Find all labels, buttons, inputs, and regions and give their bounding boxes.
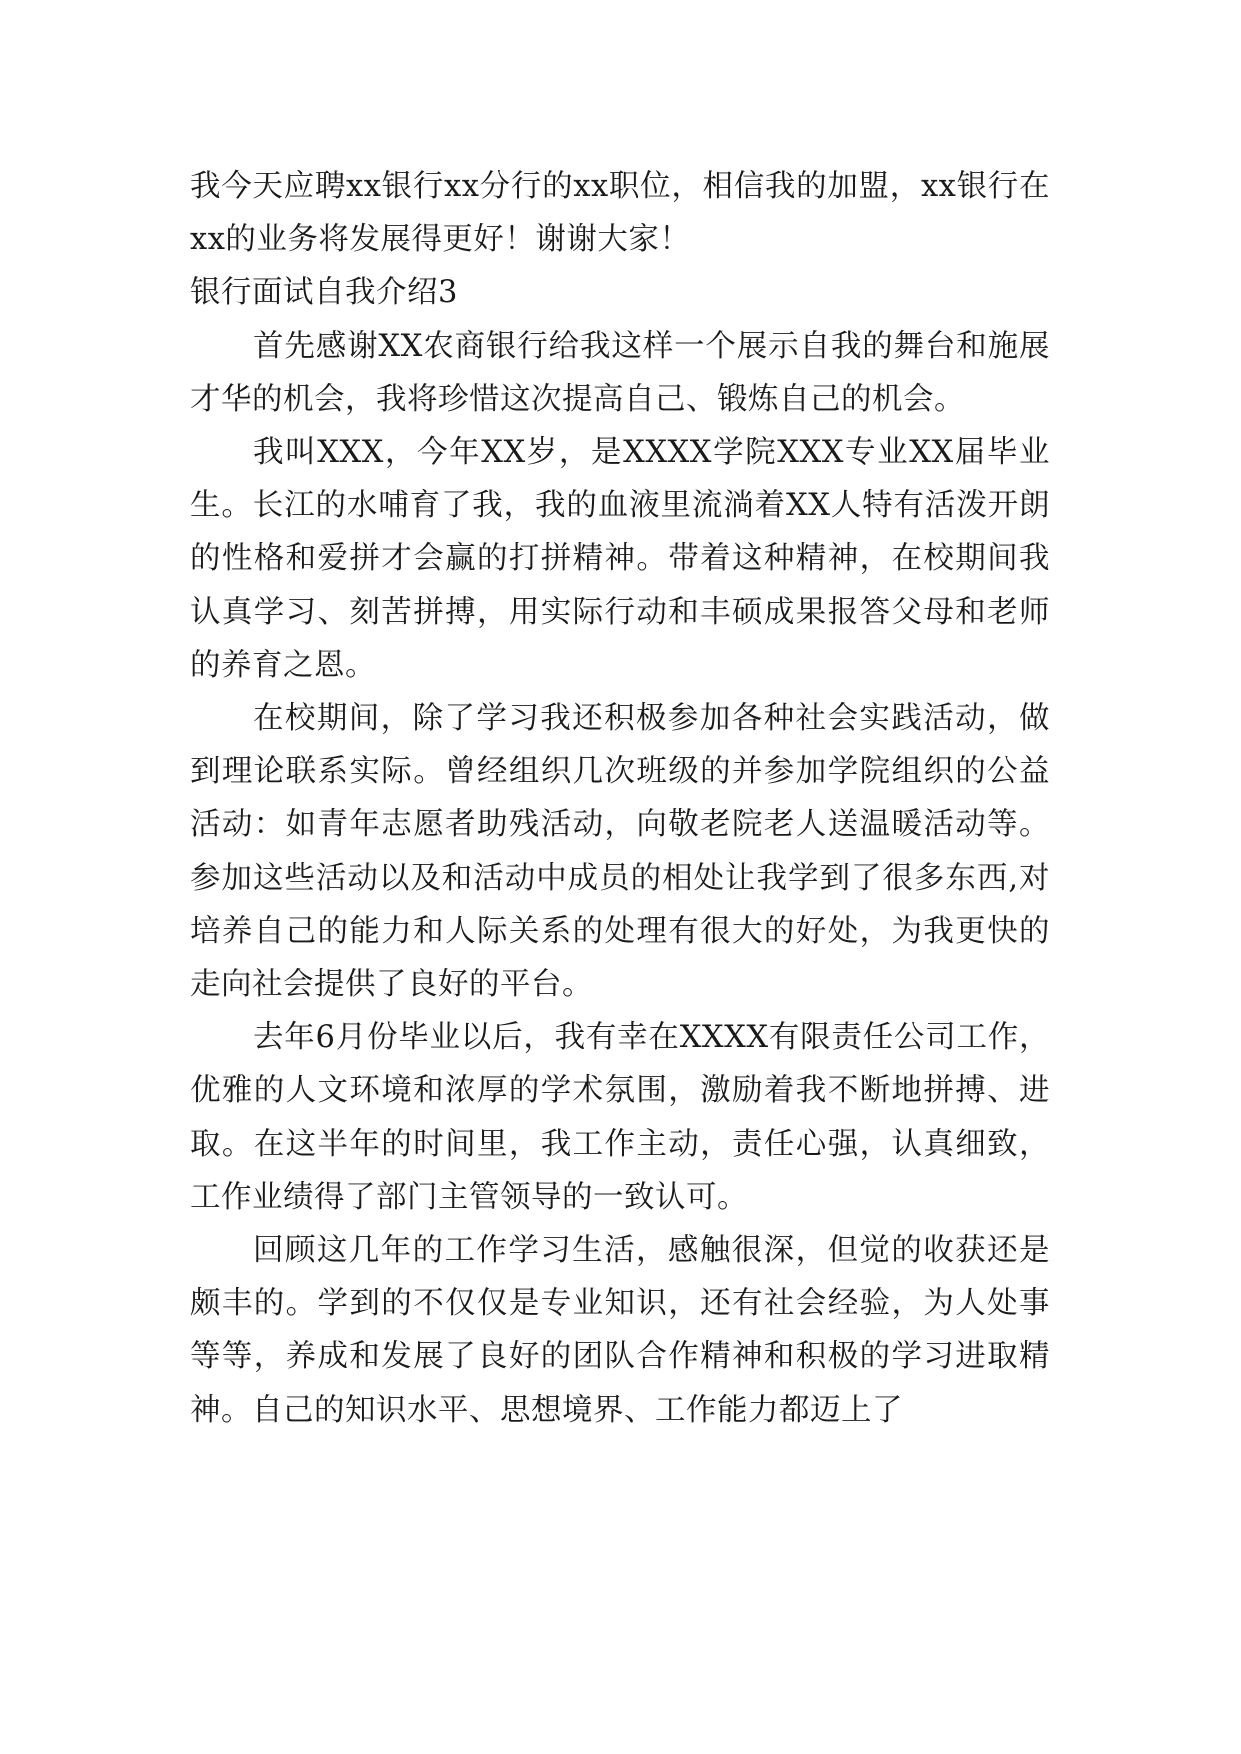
document-body (190, 160, 1050, 1437)
paragraph-personal-background: 我叫XXX，今年XX岁，是XXXX学院XXX专业XX届毕业生。长江的水哺育了我，我的血液里流淌着XX人特有活泼开朗的性格和爱拼才会赢的打拼精神。带着这种精神，在校期间我认真学习、刻苦拼搏，用实际行动和丰硕成果报答父母和老师的养育之恩。 (190, 435, 1050, 683)
paragraph-work-experience: 去年6月份毕业以后，我有幸在XXXX有限责任公司工作，优雅的人文环境和浓厚的学术氛围，激励着我不断地拼搏、进取。在这半年的时间里，我工作主动，责任心强，认真细致，工作业绩得了部门主管领导的一致认可。 (190, 1020, 1050, 1215)
paragraph-school-activities: 在校期间，除了学习我还积极参加各种社会实践活动，做到理论联系实际。曾经组织几次班级的并参加学院组织的公益活动：如青年志愿者助残活动，向敬老院老人送温暖活动等。参加这些活动以及和活动中成员的相处让我学到了很多东西,对培养自己的能力和人际关系的处理有很大的好处，为我更快的走向社会提供了良好的平台。 (190, 701, 1050, 1003)
paragraph-closing-remarks: 我今天应聘xx银行xx分行的xx职位，相信我的加盟，xx银行在xx的业务将发展得更好！谢谢大家！ (190, 169, 1050, 258)
section-heading: 银行面试自我介绍3 (190, 275, 458, 311)
paragraph-reflection: 回顾这几年的工作学习生活，感触很深，但觉的收获还是颇丰的。学到的不仅仅是专业知识，还有社会经验，为人处事等等，养成和发展了良好的团队合作精神和积极的学习进取精神。自己的知识水平、思想境界、工作能力都迈上了 (190, 1233, 1050, 1428)
paragraph-thanks: 首先感谢XX农商银行给我这样一个展示自我的舞台和施展才华的机会，我将珍惜这次提高自己、锻炼自己的机会。 (190, 328, 1050, 417)
